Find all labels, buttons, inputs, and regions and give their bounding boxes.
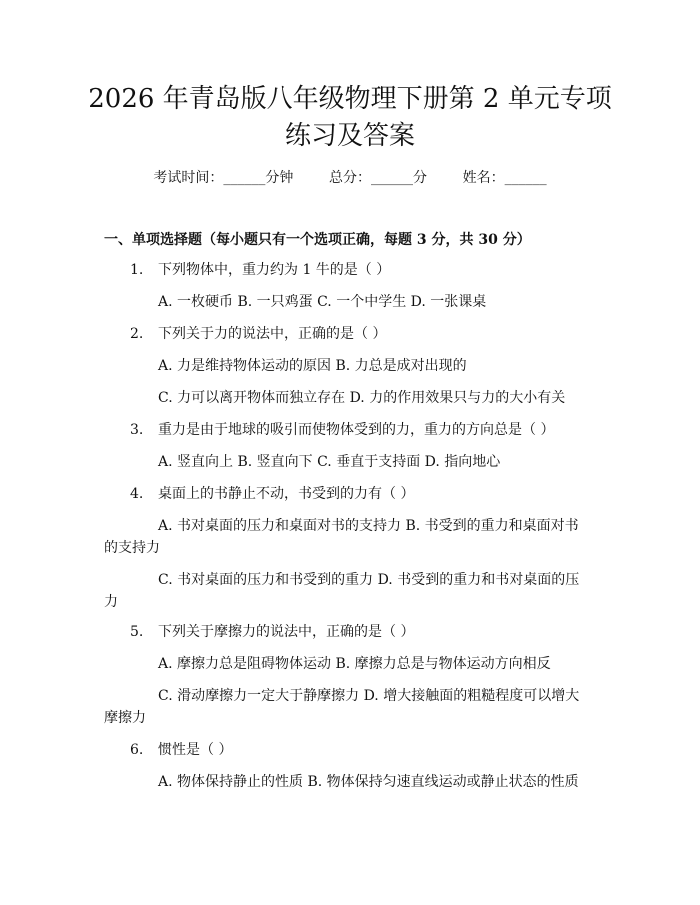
exam-total-score: 总分：______分	[329, 170, 427, 186]
question-text: 桌面上的书静止不动，书受到的力有（ ）	[158, 486, 415, 502]
question-4-options-line-2-cont: 力	[104, 594, 118, 610]
question-number: 3.	[130, 422, 144, 438]
question-5-options-line-1: A. 摩擦力总是阻碍物体运动 B. 摩擦力总是与物体运动方向相反	[158, 656, 551, 672]
question-1-options: A. 一枚硬币 B. 一只鸡蛋 C. 一个中学生 D. 一张课桌	[158, 294, 487, 310]
question-4-options-line-1-cont: 的支持力	[104, 540, 160, 556]
exam-meta	[0, 168, 700, 188]
question-2-options-line-2: C. 力可以离开物体而独立存在 D. 力的作用效果只与力的大小有关	[158, 390, 566, 406]
question-5-options-line-2: C. 滑动摩擦力一定大于静摩擦力 D. 增大接触面的粗糙程度可以增大	[158, 688, 580, 704]
question-text: 下列物体中，重力约为 1 牛的是（ ）	[158, 262, 391, 278]
question-2-options-line-1: A. 力是维持物体运动的原因 B. 力总是成对出现的	[158, 358, 467, 374]
document-title-line-2: 练习及答案	[284, 121, 415, 151]
question-text: 重力是由于地球的吸引而使物体受到的力，重力的方向总是（ ）	[158, 422, 555, 438]
question-number: 5.	[130, 624, 144, 640]
question-3	[130, 420, 554, 440]
document-title-line-1: 2026 年青岛版八年级物理下册第 2 单元专项	[88, 84, 612, 114]
question-6	[130, 740, 232, 760]
question-text: 下列关于摩擦力的说法中，正确的是（ ）	[158, 624, 415, 640]
question-2	[130, 324, 386, 344]
question-4-options-line-2: C. 书对桌面的压力和书受到的重力 D. 书受到的重力和书对桌面的压	[158, 572, 580, 588]
question-number: 1.	[130, 262, 144, 278]
question-5-options-line-2-cont: 摩擦力	[104, 710, 146, 726]
question-text: 下列关于力的说法中，正确的是（ ）	[158, 326, 387, 342]
question-5	[130, 622, 414, 642]
question-3-options: A. 竖直向上 B. 竖直向下 C. 垂直于支持面 D. 指向地心	[158, 454, 501, 470]
question-number: 6.	[130, 742, 144, 758]
exam-time: 考试时间：______分钟	[153, 170, 294, 186]
question-1	[130, 260, 390, 280]
question-6-options: A. 物体保持静止的性质 B. 物体保持匀速直线运动或静止状态的性质	[158, 774, 579, 790]
question-number: 2.	[130, 326, 144, 342]
question-text: 惯性是（ ）	[158, 742, 233, 758]
question-4	[130, 484, 414, 504]
question-number: 4.	[130, 486, 144, 502]
section-1-title: 一、单项选择题（每小题只有一个选项正确，每题 3 分，共 30 分）	[104, 232, 531, 248]
student-name: 姓名：______	[462, 170, 547, 186]
question-4-options-line-1: A. 书对桌面的压力和桌面对书的支持力 B. 书受到的重力和桌面对书	[158, 518, 579, 534]
